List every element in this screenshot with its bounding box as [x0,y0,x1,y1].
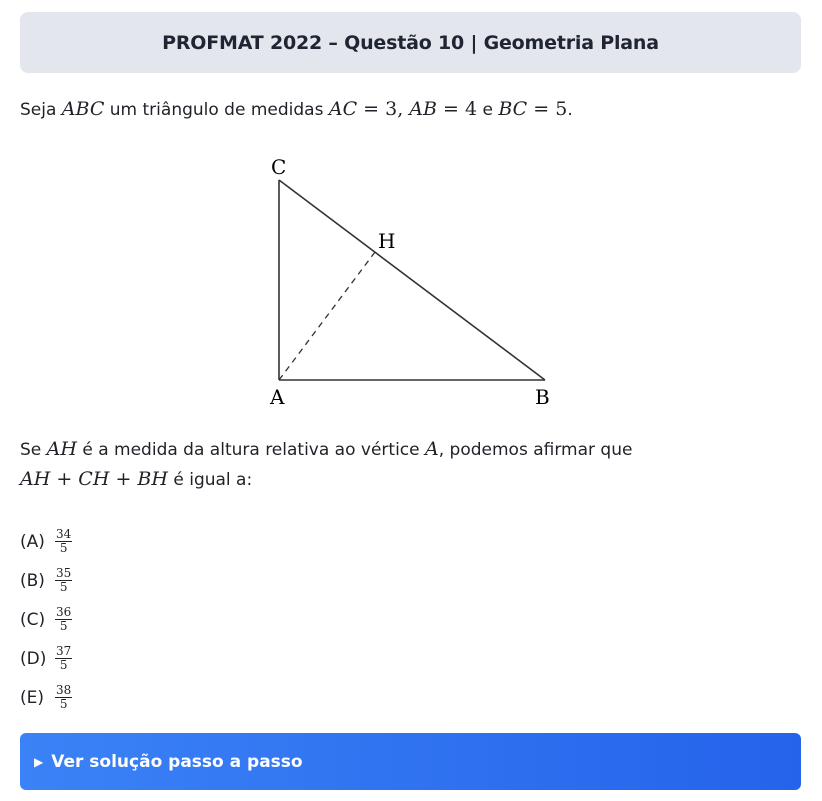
fraction-denominator: 5 [59,580,68,594]
option-c[interactable] [20,600,72,639]
option-d[interactable] [20,639,72,678]
bc-value: 5 [555,98,568,120]
option-label: (C) [20,609,46,630]
triangle-figure [240,150,580,415]
option-label: (E) [20,687,45,708]
ac-value: 3 [385,98,398,120]
option-b[interactable] [20,561,72,600]
point-h-label: H [378,229,396,253]
side-bc [279,180,545,380]
vertex-b-label: B [535,385,550,409]
statement-conj: e [477,100,499,120]
fraction-numerator: 34 [56,527,72,541]
bc-label: BC [498,98,528,120]
fraction-denominator: 5 [59,619,68,633]
question-line-1 [20,435,632,465]
fraction-denominator: 5 [59,697,68,711]
ab-value: 4 [464,98,478,120]
fraction-numerator: 35 [56,566,72,580]
vertex-a-label: A [270,385,285,409]
fraction-numerator: 37 [56,644,72,658]
view-solution-label: Ver solução passo a passo [51,751,303,772]
question-line-2-end: é igual a: [167,470,253,490]
comma: , [397,98,410,120]
sum-ah: AH [20,468,51,490]
sum-ch: CH [78,468,110,490]
option-fraction [55,645,72,672]
ac-label: AC [328,98,358,120]
option-fraction [55,528,72,555]
equals-sign: = [357,98,386,120]
plus-sign: + [109,468,138,490]
view-solution-button[interactable] [20,733,801,790]
ab-label: AB [409,98,437,120]
equals-sign: = [527,98,556,120]
option-a[interactable] [20,522,72,561]
equals-sign: = [436,98,465,120]
option-label: (D) [20,648,47,669]
fraction-denominator: 5 [59,541,68,555]
statement-end: . [567,100,573,120]
fraction-numerator: 36 [56,605,72,619]
vertex-a-term: A [425,438,439,460]
play-triangle-icon: ▶ [34,754,44,769]
option-label: (B) [20,570,45,591]
question-mid: é a medida da altura relativa ao vértice [76,440,426,460]
option-fraction [55,606,72,633]
sum-bh: BH [137,468,168,490]
question-text [20,435,632,495]
question-line-2 [20,465,632,495]
option-label: (A) [20,531,45,552]
ah-term: AH [46,438,77,460]
option-fraction [55,567,72,594]
statement-mid: um triângulo de medidas [104,100,329,120]
statement-prefix: Seja [20,100,62,120]
plus-sign: + [50,468,79,490]
page-header [20,12,801,73]
page-title: PROFMAT 2022 – Questão 10 | Geometria Plana [162,31,659,54]
question-end: , podemos afirmar que [438,440,633,460]
fraction-numerator: 38 [56,683,72,697]
option-e[interactable] [20,678,72,717]
answer-options [20,522,72,717]
altitude-ah [279,252,375,380]
fraction-denominator: 5 [59,658,68,672]
vertex-c-label: C [271,155,287,179]
problem-statement [20,95,573,124]
option-fraction [55,684,72,711]
triangle-name: ABC [61,98,105,120]
question-prefix: Se [20,440,47,460]
